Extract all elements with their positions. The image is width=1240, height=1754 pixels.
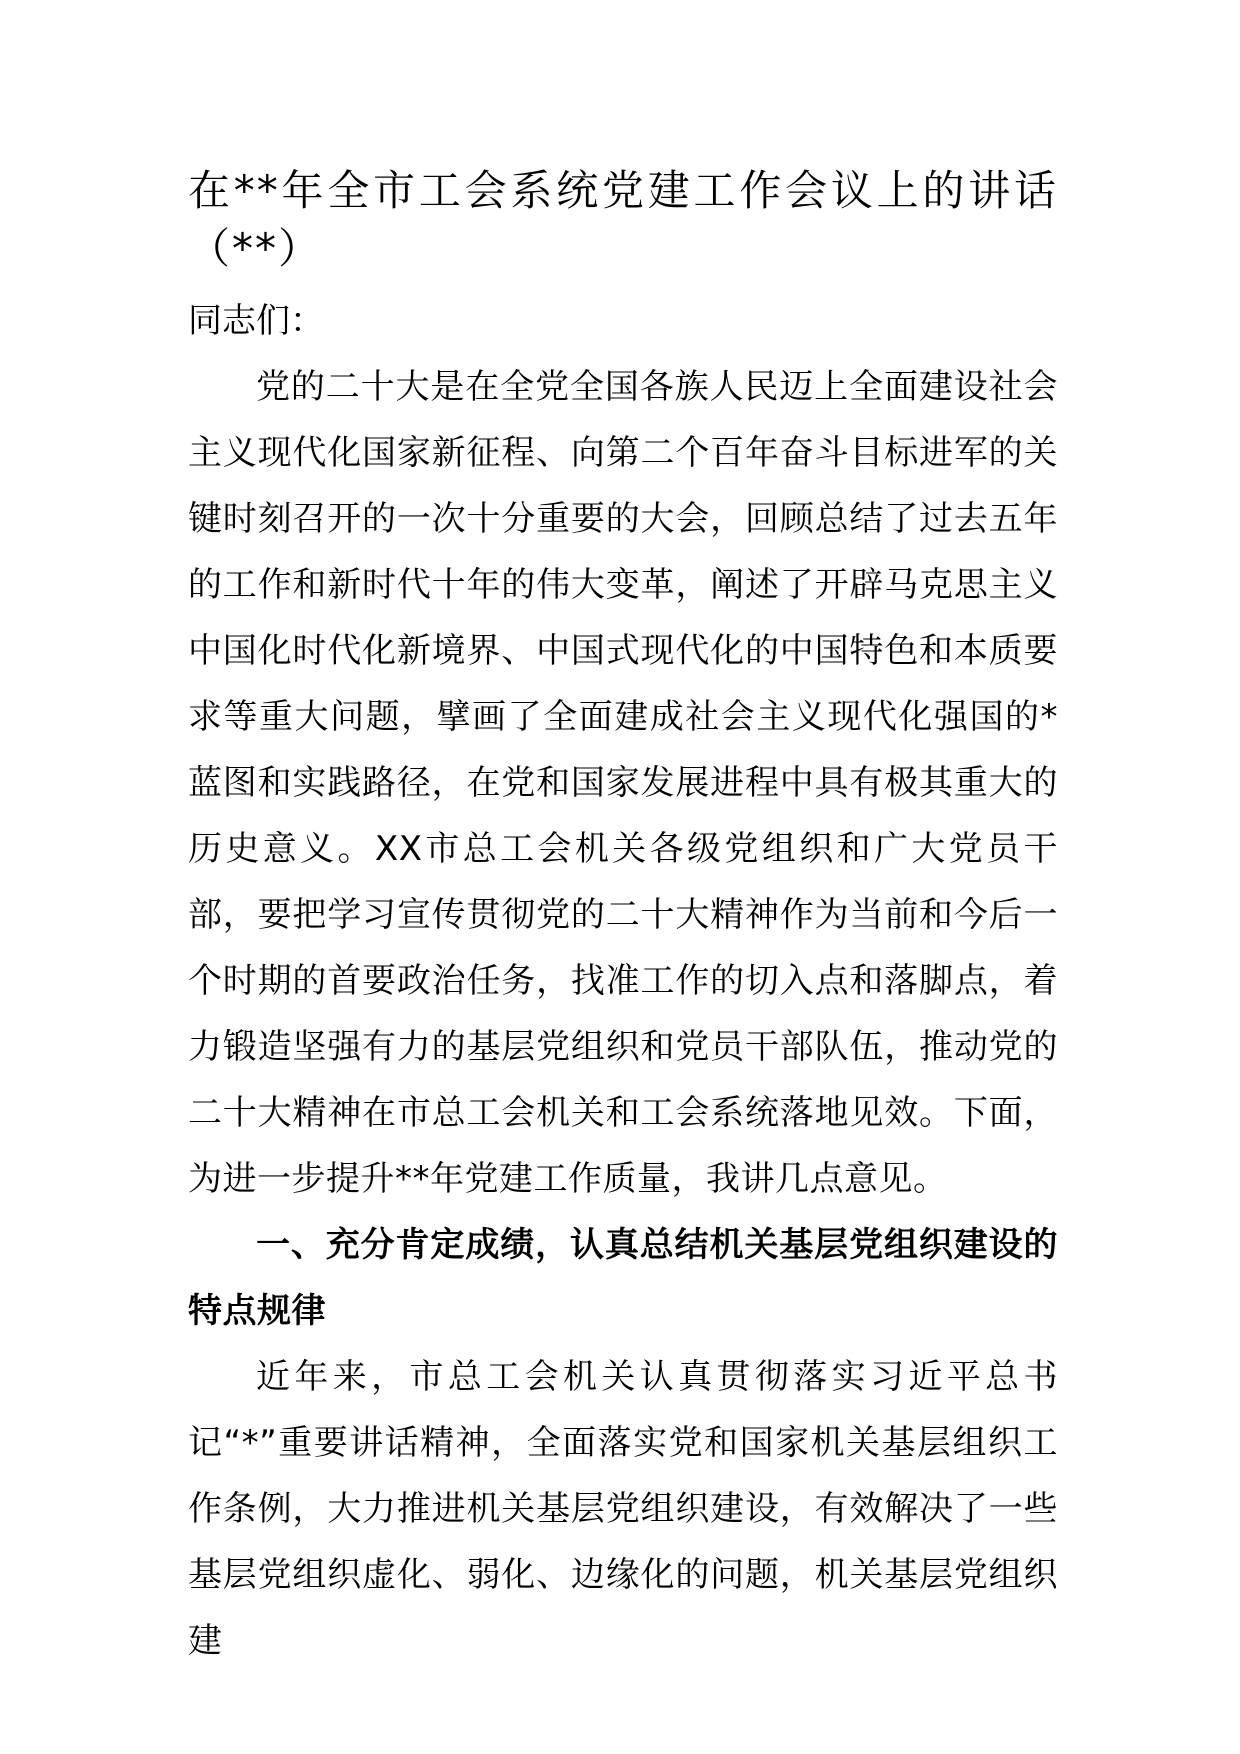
document-body	[188, 162, 1058, 1674]
section-1-paragraph: 近年来，市总工会机关认真贯彻落实习近平总书记“*”重要讲话精神，全面落实党和国家机关基层组织工作条例，大力推进机关基层党组织建设，有效解决了一些基层党组织虚化、弱化、边缘化的问题，机关基层党组织建	[188, 1357, 1058, 1661]
document-title: 在**年全市工会系统党建工作会议上的讲话（**）	[188, 166, 1058, 273]
section-heading-1: 一、充分肯定成绩，认真总结机关基层党组织建设的特点规律	[188, 1225, 1058, 1331]
intro-paragraph: 党的二十大是在全党全国各族人民迈上全面建设社会主义现代化国家新征程、向第二个百年奋斗目标进军的关键时刻召开的一次十分重要的大会，回顾总结了过去五年的工作和新时代十年的伟大变革，阐述了开辟马克思主义中国化时代化新境界、中国式现代化的中国特色和本质要求等重大问题，擘画了全面建成社会主义现代化强国的*蓝图和实践路径，在党和国家发展进程中具有极其重大的历史意义。XX市总工会机关各级党组织和广大党员干部，要把学习宣传贯彻党的二十大精神作为当前和今后一个时期的首要政治任务，找准工作的切入点和落脚点，着力锻造坚强有力的基层党组织和党员干部队伍，推动党的二十大精神在市总工会机关和工会系统落地见效。下面，为进一步提升**年党建工作质量，我讲几点意见。	[188, 367, 1058, 1199]
salutation: 同志们：	[188, 301, 324, 341]
